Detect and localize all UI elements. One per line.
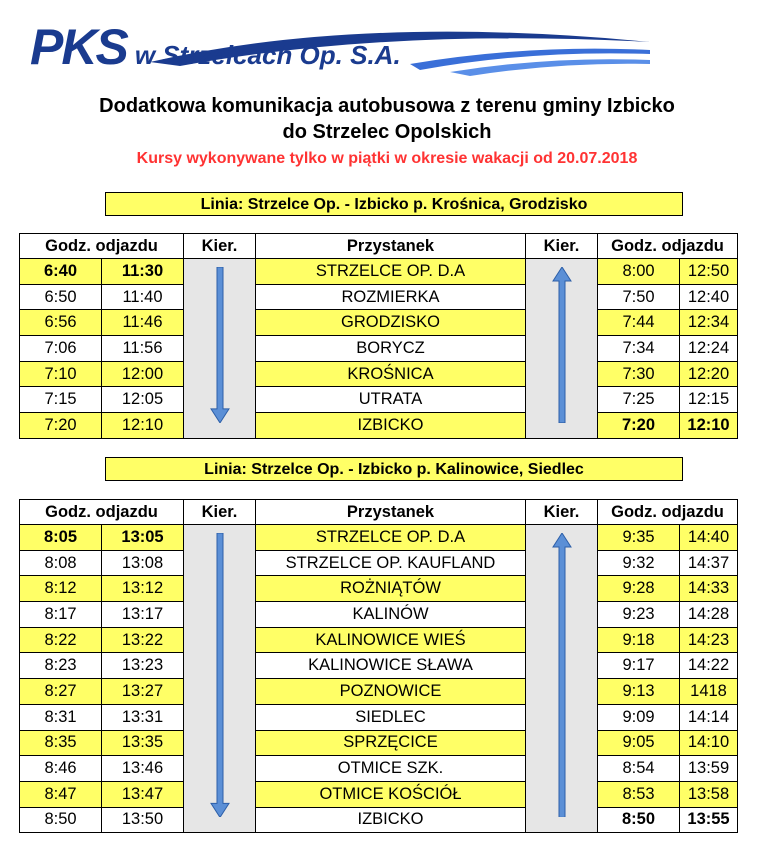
line-label-2: Linia: Strzelce Op. - Izbicko p. Kalinowice, Siedlec [105, 457, 683, 481]
table-row [20, 756, 738, 782]
departure-left-1: 7:15 [20, 387, 102, 413]
departure-left-2: 13:23 [102, 653, 184, 679]
stop-name: STRZELCE OP. D.A [256, 259, 526, 285]
departure-right-1: 7:20 [598, 413, 680, 439]
departure-left-1: 8:46 [20, 756, 102, 782]
header-direction-left: Kier. [184, 234, 256, 259]
departure-right-2: 14:40 [680, 525, 738, 551]
departure-left-1: 8:08 [20, 550, 102, 576]
header-departure-right: Godz. odjazdu [598, 234, 738, 259]
departure-left-2: 13:27 [102, 679, 184, 705]
stop-name: OTMICE KOŚCIÓŁ [256, 781, 526, 807]
departure-right-1: 7:50 [598, 284, 680, 310]
departure-left-2: 13:12 [102, 576, 184, 602]
departure-right-1: 9:18 [598, 627, 680, 653]
table-row [20, 730, 738, 756]
stop-name: SPRZĘCICE [256, 730, 526, 756]
departure-left-2: 13:47 [102, 781, 184, 807]
departure-right-1: 8:53 [598, 781, 680, 807]
header-row [20, 500, 738, 525]
departure-right-2: 12:50 [680, 259, 738, 285]
departure-right-2: 12:20 [680, 361, 738, 387]
departure-right-1: 9:17 [598, 653, 680, 679]
logo-sub-text: w Strzelcach Op. S.A. [134, 40, 401, 70]
departure-left-2: 13:22 [102, 627, 184, 653]
departure-left-2: 13:31 [102, 704, 184, 730]
departure-left-2: 11:30 [102, 259, 184, 285]
departure-right-1: 7:30 [598, 361, 680, 387]
departure-left-2: 12:10 [102, 413, 184, 439]
departure-left-2: 11:46 [102, 310, 184, 336]
direction-down-cell [184, 525, 256, 833]
departure-right-1: 9:13 [598, 679, 680, 705]
table-row [20, 704, 738, 730]
departure-left-1: 6:56 [20, 310, 102, 336]
departure-right-1: 8:50 [598, 807, 680, 833]
header-direction-right: Kier. [526, 234, 598, 259]
departure-right-2: 14:22 [680, 653, 738, 679]
departure-left-2: 13:17 [102, 602, 184, 628]
departure-right-2: 14:28 [680, 602, 738, 628]
header-row [20, 234, 738, 259]
departure-right-1: 9:05 [598, 730, 680, 756]
departure-left-1: 8:31 [20, 704, 102, 730]
departure-left-1: 6:50 [20, 284, 102, 310]
departure-right-1: 9:09 [598, 704, 680, 730]
stop-name: UTRATA [256, 387, 526, 413]
departure-right-1: 9:35 [598, 525, 680, 551]
departure-left-2: 13:35 [102, 730, 184, 756]
departure-right-2: 12:40 [680, 284, 738, 310]
table-row [20, 525, 738, 551]
table-row [20, 653, 738, 679]
departure-right-2: 12:10 [680, 413, 738, 439]
departure-left-1: 8:27 [20, 679, 102, 705]
departure-left-1: 8:50 [20, 807, 102, 833]
arrow-down-icon [210, 533, 230, 817]
departure-left-2: 13:46 [102, 756, 184, 782]
departure-left-1: 8:23 [20, 653, 102, 679]
table-row [20, 336, 738, 362]
direction-down-cell [184, 259, 256, 439]
arrow-up-icon [552, 533, 572, 817]
table-row [20, 310, 738, 336]
departure-left-2: 12:05 [102, 387, 184, 413]
departure-left-2: 13:50 [102, 807, 184, 833]
departure-right-2: 12:24 [680, 336, 738, 362]
table-row [20, 627, 738, 653]
logo-main-text: PKS [30, 19, 127, 75]
header-stop: Przystanek [256, 500, 526, 525]
stop-name: STRZELCE OP. KAUFLAND [256, 550, 526, 576]
departure-left-1: 6:40 [20, 259, 102, 285]
table-row [20, 259, 738, 285]
header-direction-left: Kier. [184, 500, 256, 525]
departure-right-2: 14:14 [680, 704, 738, 730]
departure-right-1: 7:44 [598, 310, 680, 336]
stop-name: OTMICE SZK. [256, 756, 526, 782]
header-departure-left: Godz. odjazdu [20, 234, 184, 259]
line-label-1: Linia: Strzelce Op. - Izbicko p. Krośnica, Grodzisko [105, 192, 683, 216]
departure-right-1: 8:54 [598, 756, 680, 782]
departure-right-2: 13:58 [680, 781, 738, 807]
table-row [20, 807, 738, 833]
departure-left-2: 12:00 [102, 361, 184, 387]
stop-name: IZBICKO [256, 807, 526, 833]
table-row [20, 413, 738, 439]
header-direction-right: Kier. [526, 500, 598, 525]
departure-left-1: 8:12 [20, 576, 102, 602]
direction-up-cell [526, 259, 598, 439]
departure-left-1: 7:10 [20, 361, 102, 387]
table-row [20, 550, 738, 576]
departure-right-2: 14:33 [680, 576, 738, 602]
stop-name: BORYCZ [256, 336, 526, 362]
departure-left-2: 13:05 [102, 525, 184, 551]
company-logo [30, 18, 401, 76]
stop-name: KALINÓW [256, 602, 526, 628]
timetable-1 [19, 233, 738, 439]
departure-right-2: 14:23 [680, 627, 738, 653]
departure-left-2: 11:56 [102, 336, 184, 362]
stop-name: IZBICKO [256, 413, 526, 439]
table-row [20, 781, 738, 807]
table-row [20, 679, 738, 705]
arrow-up-icon [552, 267, 572, 423]
departure-right-1: 9:32 [598, 550, 680, 576]
departure-left-1: 7:06 [20, 336, 102, 362]
stop-name: KALINOWICE SŁAWA [256, 653, 526, 679]
departure-right-1: 9:23 [598, 602, 680, 628]
departure-left-2: 13:08 [102, 550, 184, 576]
departure-left-1: 8:35 [20, 730, 102, 756]
departure-right-2: 14:10 [680, 730, 738, 756]
page-title-line2: do Strzelec Opolskich [282, 121, 492, 143]
departure-right-1: 7:25 [598, 387, 680, 413]
departure-left-1: 8:05 [20, 525, 102, 551]
departure-right-1: 7:34 [598, 336, 680, 362]
timetable-2 [19, 499, 738, 833]
page-subtitle: Kursy wykonywane tylko w piątki w okresie wakacji od 20.07.2018 [136, 150, 638, 167]
stop-name: STRZELCE OP. D.A [256, 525, 526, 551]
table-row [20, 361, 738, 387]
stop-name: SIEDLEC [256, 704, 526, 730]
departure-right-2: 13:55 [680, 807, 738, 833]
page-title-line1: Dodatkowa komunikacja autobusowa z terenu gminy Izbicko [99, 95, 675, 117]
header-departure-left: Godz. odjazdu [20, 500, 184, 525]
table-row [20, 602, 738, 628]
header-departure-right: Godz. odjazdu [598, 500, 738, 525]
departure-right-2: 12:15 [680, 387, 738, 413]
stop-name: ROŻNIĄTÓW [256, 576, 526, 602]
departure-left-1: 8:22 [20, 627, 102, 653]
header-stop: Przystanek [256, 234, 526, 259]
table-row [20, 576, 738, 602]
stop-name: POZNOWICE [256, 679, 526, 705]
departure-right-2: 12:34 [680, 310, 738, 336]
departure-left-1: 7:20 [20, 413, 102, 439]
departure-right-2: 13:59 [680, 756, 738, 782]
arrow-down-icon [210, 267, 230, 423]
departure-right-2: 1418 [680, 679, 738, 705]
departure-right-1: 8:00 [598, 259, 680, 285]
stop-name: KALINOWICE WIEŚ [256, 627, 526, 653]
departure-left-2: 11:40 [102, 284, 184, 310]
departure-right-2: 14:37 [680, 550, 738, 576]
direction-up-cell [526, 525, 598, 833]
departure-right-1: 9:28 [598, 576, 680, 602]
stop-name: KROŚNICA [256, 361, 526, 387]
stop-name: GRODZISKO [256, 310, 526, 336]
table-row [20, 387, 738, 413]
stop-name: ROZMIERKA [256, 284, 526, 310]
table-row [20, 284, 738, 310]
departure-left-1: 8:47 [20, 781, 102, 807]
departure-left-1: 8:17 [20, 602, 102, 628]
